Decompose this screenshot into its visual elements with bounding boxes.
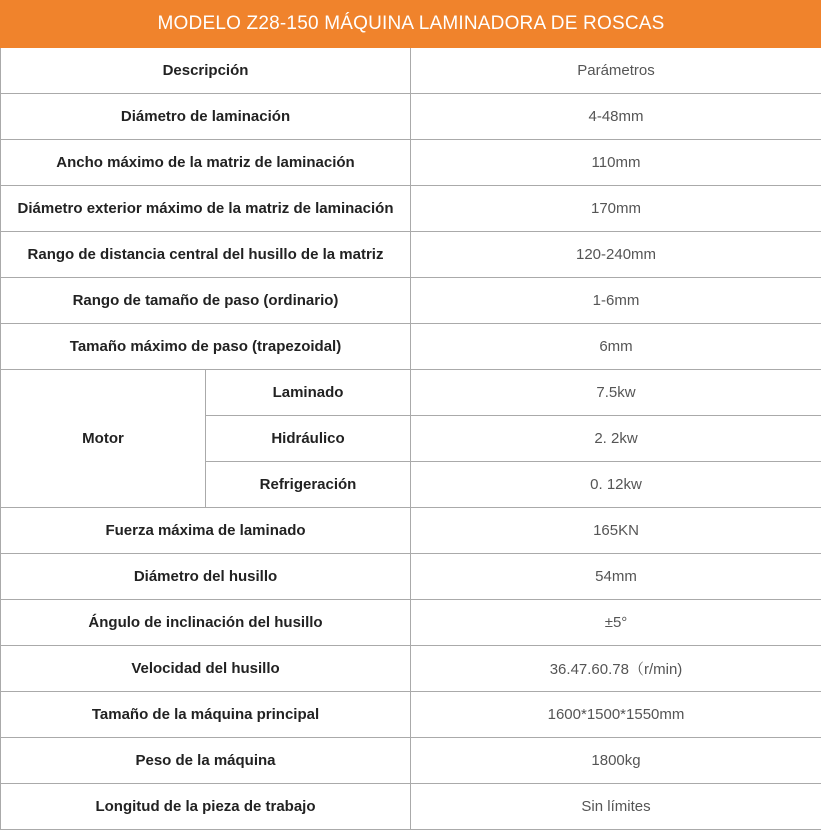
row-label: Fuerza máxima de laminado xyxy=(1,508,411,554)
motor-sub-label: Laminado xyxy=(206,370,411,416)
row-value: 6mm xyxy=(411,324,821,370)
row-label: Diámetro del husillo xyxy=(1,554,411,600)
motor-sub-value: 2. 2kw xyxy=(411,416,821,462)
row-value: 1800kg xyxy=(411,738,821,784)
table-row xyxy=(1,186,821,232)
row-value: 36.47.60.78（r/min) xyxy=(411,646,821,692)
table-row xyxy=(1,600,821,646)
motor-sub-label: Refrigeración xyxy=(206,462,411,508)
table-row xyxy=(1,738,821,784)
row-label: Tamaño máximo de paso (trapezoidal) xyxy=(1,324,411,370)
table-row xyxy=(1,232,821,278)
row-value: 170mm xyxy=(411,186,821,232)
motor-sub-value: 7.5kw xyxy=(411,370,821,416)
header-parameters: Parámetros xyxy=(411,48,821,94)
row-value: 54mm xyxy=(411,554,821,600)
row-label: Rango de distancia central del husillo de la matriz xyxy=(1,232,411,278)
motor-sub-label: Hidráulico xyxy=(206,416,411,462)
row-label: Tamaño de la máquina principal xyxy=(1,692,411,738)
row-value: ±5° xyxy=(411,600,821,646)
table-row xyxy=(1,784,821,830)
table-row xyxy=(1,140,821,186)
table-row xyxy=(1,94,821,140)
row-label: Velocidad del husillo xyxy=(1,646,411,692)
row-value: 165KN xyxy=(411,508,821,554)
row-value: 4-48mm xyxy=(411,94,821,140)
table-row xyxy=(1,554,821,600)
title-row xyxy=(1,1,821,48)
row-value: 1-6mm xyxy=(411,278,821,324)
row-label: Ángulo de inclinación del husillo xyxy=(1,600,411,646)
table-row xyxy=(1,508,821,554)
row-value: 1600*1500*1550mm xyxy=(411,692,821,738)
header-row xyxy=(1,48,821,94)
row-label: Longitud de la pieza de trabajo xyxy=(1,784,411,830)
row-label: Peso de la máquina xyxy=(1,738,411,784)
row-label: Rango de tamaño de paso (ordinario) xyxy=(1,278,411,324)
row-label: Ancho máximo de la matriz de laminación xyxy=(1,140,411,186)
table-row xyxy=(1,646,821,692)
table-row xyxy=(1,324,821,370)
table-row xyxy=(1,692,821,738)
row-value: 110mm xyxy=(411,140,821,186)
table-row xyxy=(1,278,821,324)
motor-label: Motor xyxy=(1,370,206,508)
row-label: Diámetro exterior máximo de la matriz de laminación xyxy=(1,186,411,232)
row-label: Diámetro de laminación xyxy=(1,94,411,140)
motor-row xyxy=(1,370,821,416)
row-value: 120-240mm xyxy=(411,232,821,278)
motor-sub-value: 0. 12kw xyxy=(411,462,821,508)
table-title: MODELO Z28-150 MÁQUINA LAMINADORA DE ROSCAS xyxy=(1,1,821,48)
header-description: Descripción xyxy=(1,48,411,94)
row-value: Sin límites xyxy=(411,784,821,830)
